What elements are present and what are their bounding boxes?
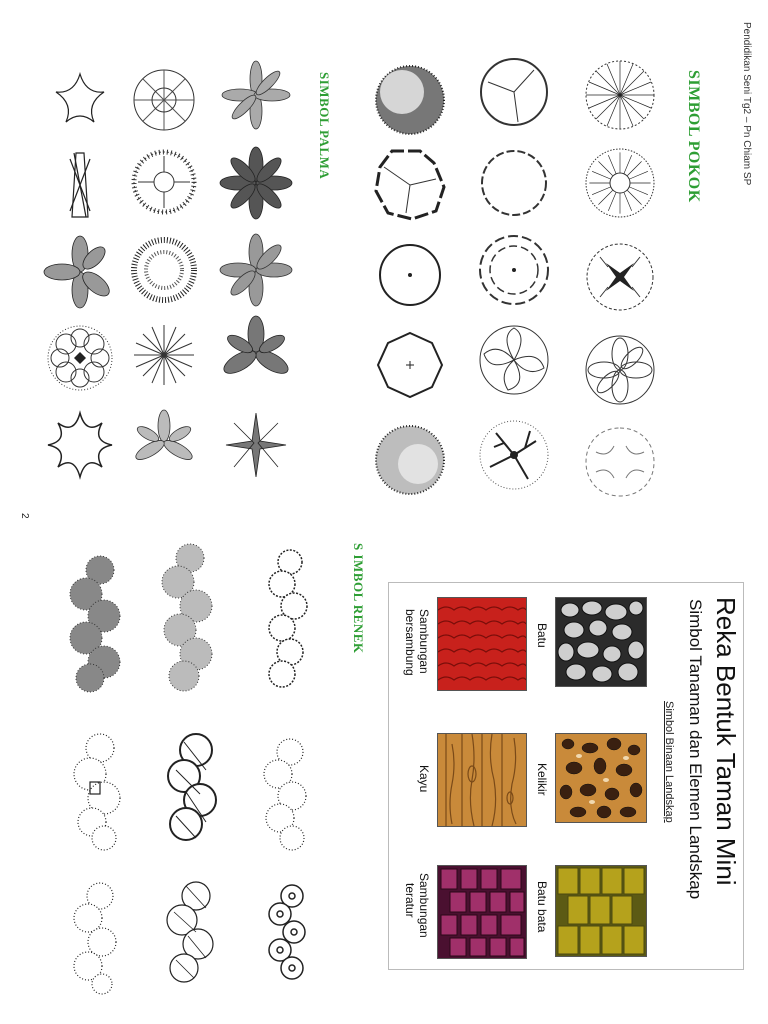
shrub-symbol-icon	[74, 734, 120, 850]
label-batu: Batu	[535, 623, 549, 648]
palm-symbol-icon	[220, 316, 291, 378]
panel-title: Reka Bentuk Taman Mini	[711, 597, 741, 886]
palm-symbol-icon	[44, 236, 113, 308]
section-title-pokok: SIMBOL POKOK	[685, 70, 702, 203]
palm-symbol-icon	[134, 325, 194, 385]
palm-symbol-icon	[134, 70, 194, 130]
shrub-symbol-icon	[74, 883, 116, 994]
swatch-batu-bata	[555, 865, 647, 957]
shrub-symbols	[0, 512, 380, 1024]
palm-symbol-icon	[220, 147, 292, 219]
label-sambungan-teratur-2: teratur	[403, 883, 417, 918]
palm-symbol-icon	[48, 326, 112, 390]
palm-symbol-icon	[222, 61, 290, 129]
palm-symbol-icon	[133, 410, 195, 463]
panel-subheading: Simbol Binaan Landskap	[663, 701, 675, 823]
shrub-symbol-icon	[269, 550, 307, 687]
swatch-sambungan-teratur	[437, 865, 527, 959]
landscape-elements-panel	[388, 582, 744, 970]
shrub-symbol-icon	[167, 882, 213, 982]
shrub-symbol-icon	[264, 739, 306, 850]
shrub-symbol-icon	[162, 544, 212, 691]
swatch-kelikir	[555, 733, 647, 823]
swatch-kayu	[437, 733, 527, 827]
label-kelikir: Kelikir	[535, 763, 549, 796]
label-sambungan-bersambung-1: Sambungan	[417, 609, 431, 674]
label-kayu: Kayu	[417, 765, 431, 793]
palm-symbol-icon	[48, 413, 112, 477]
label-batu-bata: Batu bata	[535, 881, 549, 933]
page-number: 2	[19, 513, 30, 519]
swatch-sambungan-bersambung	[437, 597, 527, 691]
palm-symbol-icon	[134, 240, 194, 300]
shrub-symbol-icon	[168, 734, 216, 840]
label-sambungan-teratur-1: Sambungan	[417, 873, 431, 938]
section-title-palma: SIMBOL PALMA	[317, 72, 332, 180]
palm-symbol-icon	[70, 153, 90, 217]
palm-symbol-icon	[134, 152, 194, 212]
page-header: Pendidikan Seni Tg2 – Pn Chiam SP	[741, 22, 752, 186]
shrub-symbol-icon	[70, 556, 120, 692]
panel-subtitle: Simbol Tanaman dan Elemen Landskap	[686, 599, 705, 900]
palm-symbol-icon	[226, 413, 286, 477]
label-sambungan-bersambung-2: bersambung	[403, 609, 417, 676]
shrub-symbol-icon	[269, 885, 305, 979]
palm-symbol-icon	[220, 234, 292, 306]
section-title-renek: S IMBOL RENEK	[351, 543, 366, 654]
palm-symbol-icon	[56, 74, 104, 122]
swatch-batu	[555, 597, 647, 687]
